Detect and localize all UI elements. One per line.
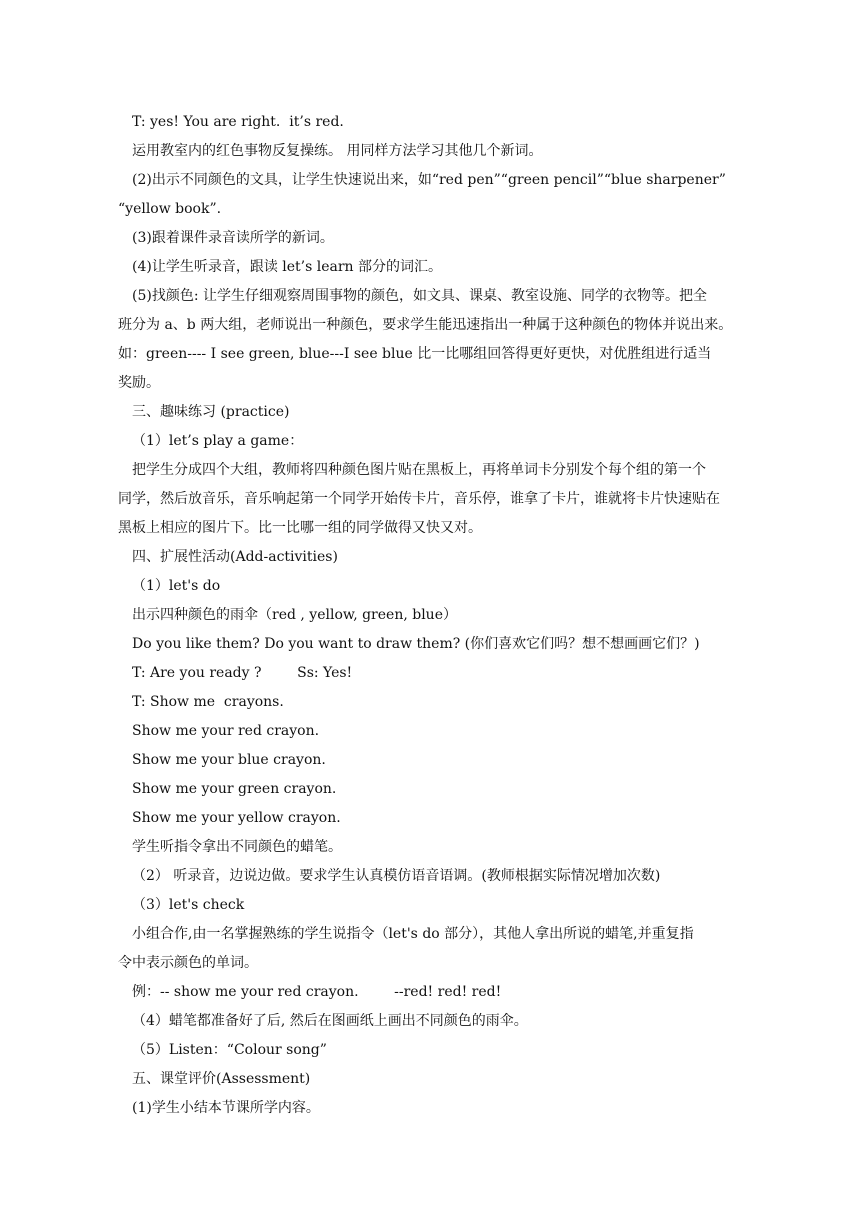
text-line: Show me your red crayon. xyxy=(132,723,320,739)
text-line: Show me your blue crayon. xyxy=(132,752,326,768)
text-line: (4)让学生听录音，跟读 let’s learn 部分的词汇。 xyxy=(132,259,443,275)
section-heading: 四、扩展性活动(Add-activities) xyxy=(132,549,338,565)
section-heading: 三、趣味练习 (practice) xyxy=(132,404,290,420)
lesson-text-body xyxy=(118,108,762,1123)
text-line: 把学生分成四个大组，教师将四种颜色图片贴在黑板上，再将单词卡分别发个每个组的第一个 xyxy=(132,462,706,478)
text-line: Show me your yellow crayon. xyxy=(132,810,341,826)
text-line: 同学，然后放音乐，音乐响起第一个同学开始传卡片，音乐停，谁拿了卡片，谁就将卡片快速贴在 xyxy=(118,491,720,507)
text-line: 如：green---- I see green, blue---I see blue 比一比哪组回答得更好更快，对优胜组进行适当 xyxy=(118,346,712,362)
text-line: （4）蜡笔都准备好了后, 然后在图画纸上画出不同颜色的雨伞。 xyxy=(132,1013,528,1029)
text-line: “yellow book”. xyxy=(118,201,222,217)
text-line: (3)跟着课件录音读所学的新词。 xyxy=(132,230,334,246)
text-line: (5)找颜色: 让学生仔细观察周围事物的颜色，如文具、课桌、教室设施、同学的衣物等。把全 xyxy=(132,288,707,304)
text-line: 学生听指令拿出不同颜色的蜡笔。 xyxy=(132,839,342,855)
section-heading: 五、课堂评价(Assessment) xyxy=(132,1071,311,1087)
text-line: （1）let's do xyxy=(132,578,221,594)
text-line: T: Are you ready ? Ss: Yes! xyxy=(132,665,353,681)
text-line: （2） 听录音，边说边做。要求学生认真模仿语音语调。(教师根据实际情况增加次数) xyxy=(132,868,661,884)
text-line: T: Show me crayons. xyxy=(132,694,284,710)
text-line: 奖励。 xyxy=(118,375,160,391)
text-line: Show me your green crayon. xyxy=(132,781,337,797)
text-line: （3）let's check xyxy=(132,897,245,913)
text-line: 出示四种颜色的雨伞（red , yellow, green, blue） xyxy=(132,607,457,623)
text-line: 班分为 a、b 两大组，老师说出一种颜色，要求学生能迅速指出一种属于这种颜色的物体并说出来。 xyxy=(118,317,733,333)
text-line: Do you like them? Do you want to draw them? (你们喜欢它们吗？想不想画画它们？) xyxy=(132,636,700,652)
text-line: （1）let’s play a game： xyxy=(132,433,304,449)
text-line: 黑板上相应的图片下。比一比哪一组的同学做得又快又对。 xyxy=(118,520,482,536)
text-line: （5）Listen：“Colour song” xyxy=(132,1042,327,1058)
text-line: 例：-- show me your red crayon. --red! red! red! xyxy=(132,984,502,1000)
text-line: T: yes! You are right. it’s red. xyxy=(132,114,344,130)
text-line: (1)学生小结本节课所学内容。 xyxy=(132,1100,320,1116)
text-line: (2)出示不同颜色的文具，让学生快速说出来，如“red pen”“green pencil”“blue sharpener” xyxy=(132,172,726,188)
text-line: 小组合作,由一名掌握熟练的学生说指令（let's do 部分），其他人拿出所说的蜡笔,并重复指 xyxy=(132,926,694,942)
text-line: 令中表示颜色的单词。 xyxy=(118,955,258,971)
text-line: 运用教室内的红色事物反复操练。 用同样方法学习其他几个新词。 xyxy=(132,143,543,159)
